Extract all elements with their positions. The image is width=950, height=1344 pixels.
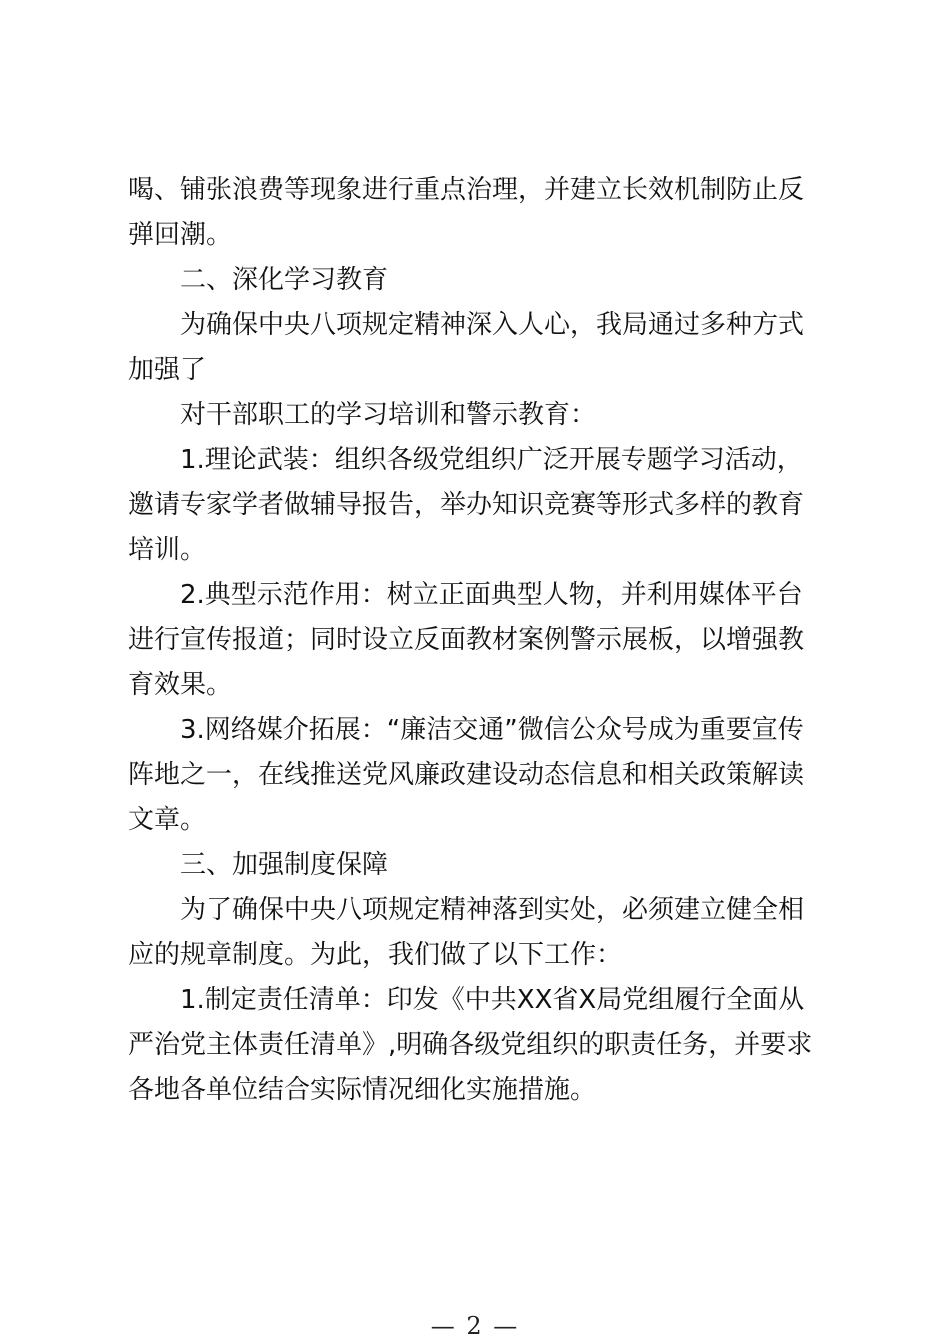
list-item-example: 2.典型示范作用：树立正面典型人物，并利用媒体平台进行宣传报道；同时设立反面教材案例警示展板，以增强教育效果。 <box>128 580 805 700</box>
document-body <box>128 168 828 1113</box>
list-item-responsibility: 1.制定责任清单：印发《中共XX省X局党组履行全面从严治党主体责任清单》,明确各级党组织的职责任务，并要求各地各单位结合实际情况细化实施措施。 <box>128 985 813 1105</box>
list-item-theory: 1.理论武装：组织各级党组织广泛开展专题学习活动，邀请专家学者做辅导报告，举办知识竞赛等形式多样的教育培训。 <box>128 445 805 565</box>
paragraph-continuation: 喝、铺张浪费等现象进行重点治理，并建立长效机制防止反弹回潮。 <box>128 175 805 250</box>
paragraph-study-intro: 为确保中央八项规定精神深入人心，我局通过多种方式加强了 <box>128 310 805 385</box>
section-heading-2: 二、深化学习教育 <box>180 265 389 295</box>
paragraph-system-intro: 为了确保中央八项规定精神落到实处，必须建立健全相应的规章制度。为此，我们做了以下工作： <box>128 895 805 970</box>
paragraph-study-intro-continued: 对干部职工的学习培训和警示教育： <box>180 400 597 430</box>
list-item-network: 3.网络媒介拓展：“廉洁交通”微信公众号成为重要宣传阵地之一，在线推送党风廉政建设动态信息和相关政策解读文章。 <box>128 715 805 835</box>
page-number: — 2 — <box>430 1312 520 1340</box>
section-heading-3: 三、加强制度保障 <box>180 850 389 880</box>
